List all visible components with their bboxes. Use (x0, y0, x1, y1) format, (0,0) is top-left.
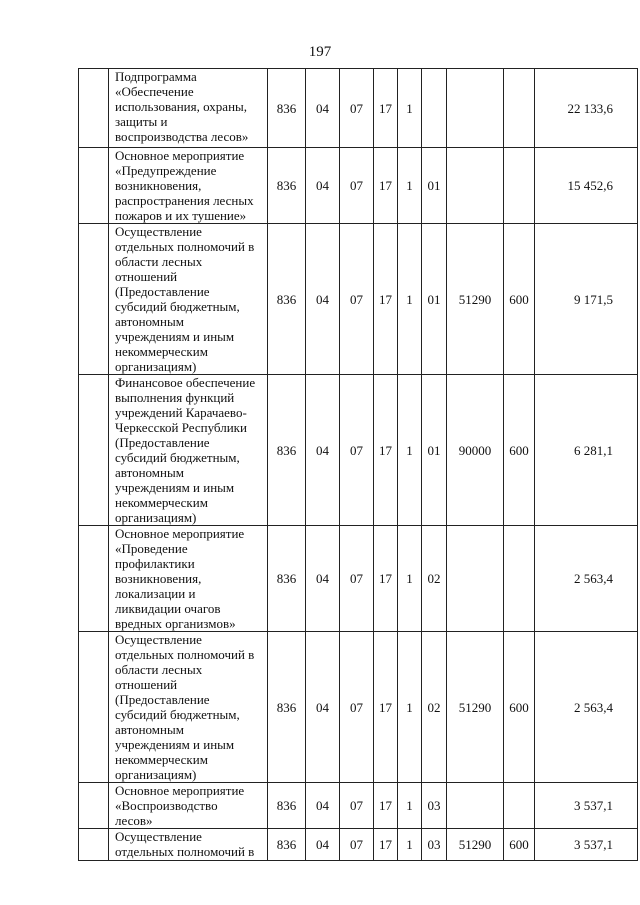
table-row (79, 224, 638, 375)
main-event-cell: 01 (422, 224, 447, 375)
blank-cell (79, 632, 109, 783)
main-event-cell: 01 (422, 375, 447, 526)
subsection-cell: 07 (340, 148, 374, 224)
main-event-cell: 02 (422, 632, 447, 783)
item-name: Финансовое обеспечение выполнения функций учреждений Карачаево- Черкесской Республики (Предоставление субсидий бюджетным, автономным учреждениям и иным некоммерческим организациям) (115, 375, 256, 525)
subprogram-cell: 1 (398, 632, 422, 783)
subprogram-cell: 1 (398, 375, 422, 526)
table-body (79, 69, 638, 861)
expense-type-cell: 600 (504, 375, 535, 526)
admin-code-cell: 836 (268, 829, 306, 861)
item-name: Осуществление отдельных полномочий в (115, 829, 255, 859)
program-cell: 17 (374, 526, 398, 632)
program-cell: 17 (374, 224, 398, 375)
item-name: Осуществление отдельных полномочий в области лесных отношений (Предоставление субсидий бюджетным, автономным учреждениям и иным некоммерческим организациям) (115, 632, 255, 782)
subsection-cell: 07 (340, 375, 374, 526)
section-cell: 04 (306, 224, 340, 375)
admin-code-cell: 836 (268, 632, 306, 783)
blank-cell (79, 783, 109, 829)
expense-type-cell (504, 526, 535, 632)
amount-cell: 22 133,6 (535, 69, 638, 148)
subprogram-cell: 1 (398, 829, 422, 861)
section-cell: 04 (306, 526, 340, 632)
expense-type-cell: 600 (504, 632, 535, 783)
direction-cell: 90000 (447, 375, 504, 526)
subsection-cell: 07 (340, 632, 374, 783)
section-cell: 04 (306, 783, 340, 829)
expense-type-cell: 600 (504, 829, 535, 861)
item-name-cell (109, 148, 268, 224)
subprogram-cell: 1 (398, 224, 422, 375)
amount-cell: 6 281,1 (535, 375, 638, 526)
program-cell: 17 (374, 148, 398, 224)
item-name-cell (109, 783, 268, 829)
main-event-cell (422, 69, 447, 148)
budget-table (78, 68, 638, 861)
blank-cell (79, 148, 109, 224)
item-name-cell (109, 829, 268, 861)
subsection-cell: 07 (340, 69, 374, 148)
subprogram-cell: 1 (398, 69, 422, 148)
program-cell: 17 (374, 69, 398, 148)
expense-type-cell (504, 69, 535, 148)
page-number: 197 (308, 44, 332, 60)
direction-cell (447, 148, 504, 224)
blank-cell (79, 375, 109, 526)
amount-cell: 3 537,1 (535, 783, 638, 829)
item-name: Основное мероприятие «Проведение профилактики возникновения, локализации и ликвидации очагов вредных организмов» (115, 526, 245, 631)
table-row (79, 632, 638, 783)
table-row (79, 829, 638, 861)
admin-code-cell: 836 (268, 783, 306, 829)
subsection-cell: 07 (340, 783, 374, 829)
direction-cell (447, 526, 504, 632)
blank-cell (79, 526, 109, 632)
program-cell: 17 (374, 375, 398, 526)
item-name-cell (109, 224, 268, 375)
item-name-cell (109, 632, 268, 783)
item-name-cell (109, 526, 268, 632)
section-cell: 04 (306, 148, 340, 224)
blank-cell (79, 69, 109, 148)
subsection-cell: 07 (340, 526, 374, 632)
direction-cell: 51290 (447, 224, 504, 375)
direction-cell: 51290 (447, 632, 504, 783)
section-cell: 04 (306, 69, 340, 148)
section-cell: 04 (306, 375, 340, 526)
table-row (79, 526, 638, 632)
item-name: Основное мероприятие «Предупреждение возникновения, распространения лесных пожаров и их тушение» (115, 148, 254, 223)
section-cell: 04 (306, 632, 340, 783)
admin-code-cell: 836 (268, 69, 306, 148)
item-name-cell (109, 69, 268, 148)
main-event-cell: 03 (422, 829, 447, 861)
expense-type-cell (504, 783, 535, 829)
item-name: Подпрограмма «Обеспечение использования, охраны, защиты и воспроизводства лесов» (115, 69, 249, 144)
amount-cell: 3 537,1 (535, 829, 638, 861)
table-row (79, 375, 638, 526)
amount-cell: 15 452,6 (535, 148, 638, 224)
item-name: Осуществление отдельных полномочий в области лесных отношений (Предоставление субсидий бюджетным, автономным учреждениям и иным некоммерческим организациям) (115, 224, 255, 374)
amount-cell: 2 563,4 (535, 632, 638, 783)
subprogram-cell: 1 (398, 526, 422, 632)
direction-cell (447, 783, 504, 829)
amount-cell: 2 563,4 (535, 526, 638, 632)
blank-cell (79, 829, 109, 861)
expense-type-cell: 600 (504, 224, 535, 375)
table-row (79, 69, 638, 148)
main-event-cell: 02 (422, 526, 447, 632)
direction-cell (447, 69, 504, 148)
main-event-cell: 01 (422, 148, 447, 224)
table-row (79, 148, 638, 224)
admin-code-cell: 836 (268, 224, 306, 375)
table-row (79, 783, 638, 829)
main-event-cell: 03 (422, 783, 447, 829)
blank-cell (79, 224, 109, 375)
item-name: Основное мероприятие «Воспроизводство лесов» (115, 783, 245, 828)
admin-code-cell: 836 (268, 148, 306, 224)
item-name-cell (109, 375, 268, 526)
program-cell: 17 (374, 783, 398, 829)
expense-type-cell (504, 148, 535, 224)
subsection-cell: 07 (340, 829, 374, 861)
admin-code-cell: 836 (268, 526, 306, 632)
section-cell: 04 (306, 829, 340, 861)
program-cell: 17 (374, 632, 398, 783)
subprogram-cell: 1 (398, 148, 422, 224)
program-cell: 17 (374, 829, 398, 861)
admin-code-cell: 836 (268, 375, 306, 526)
subprogram-cell: 1 (398, 783, 422, 829)
subsection-cell: 07 (340, 224, 374, 375)
direction-cell: 51290 (447, 829, 504, 861)
amount-cell: 9 171,5 (535, 224, 638, 375)
